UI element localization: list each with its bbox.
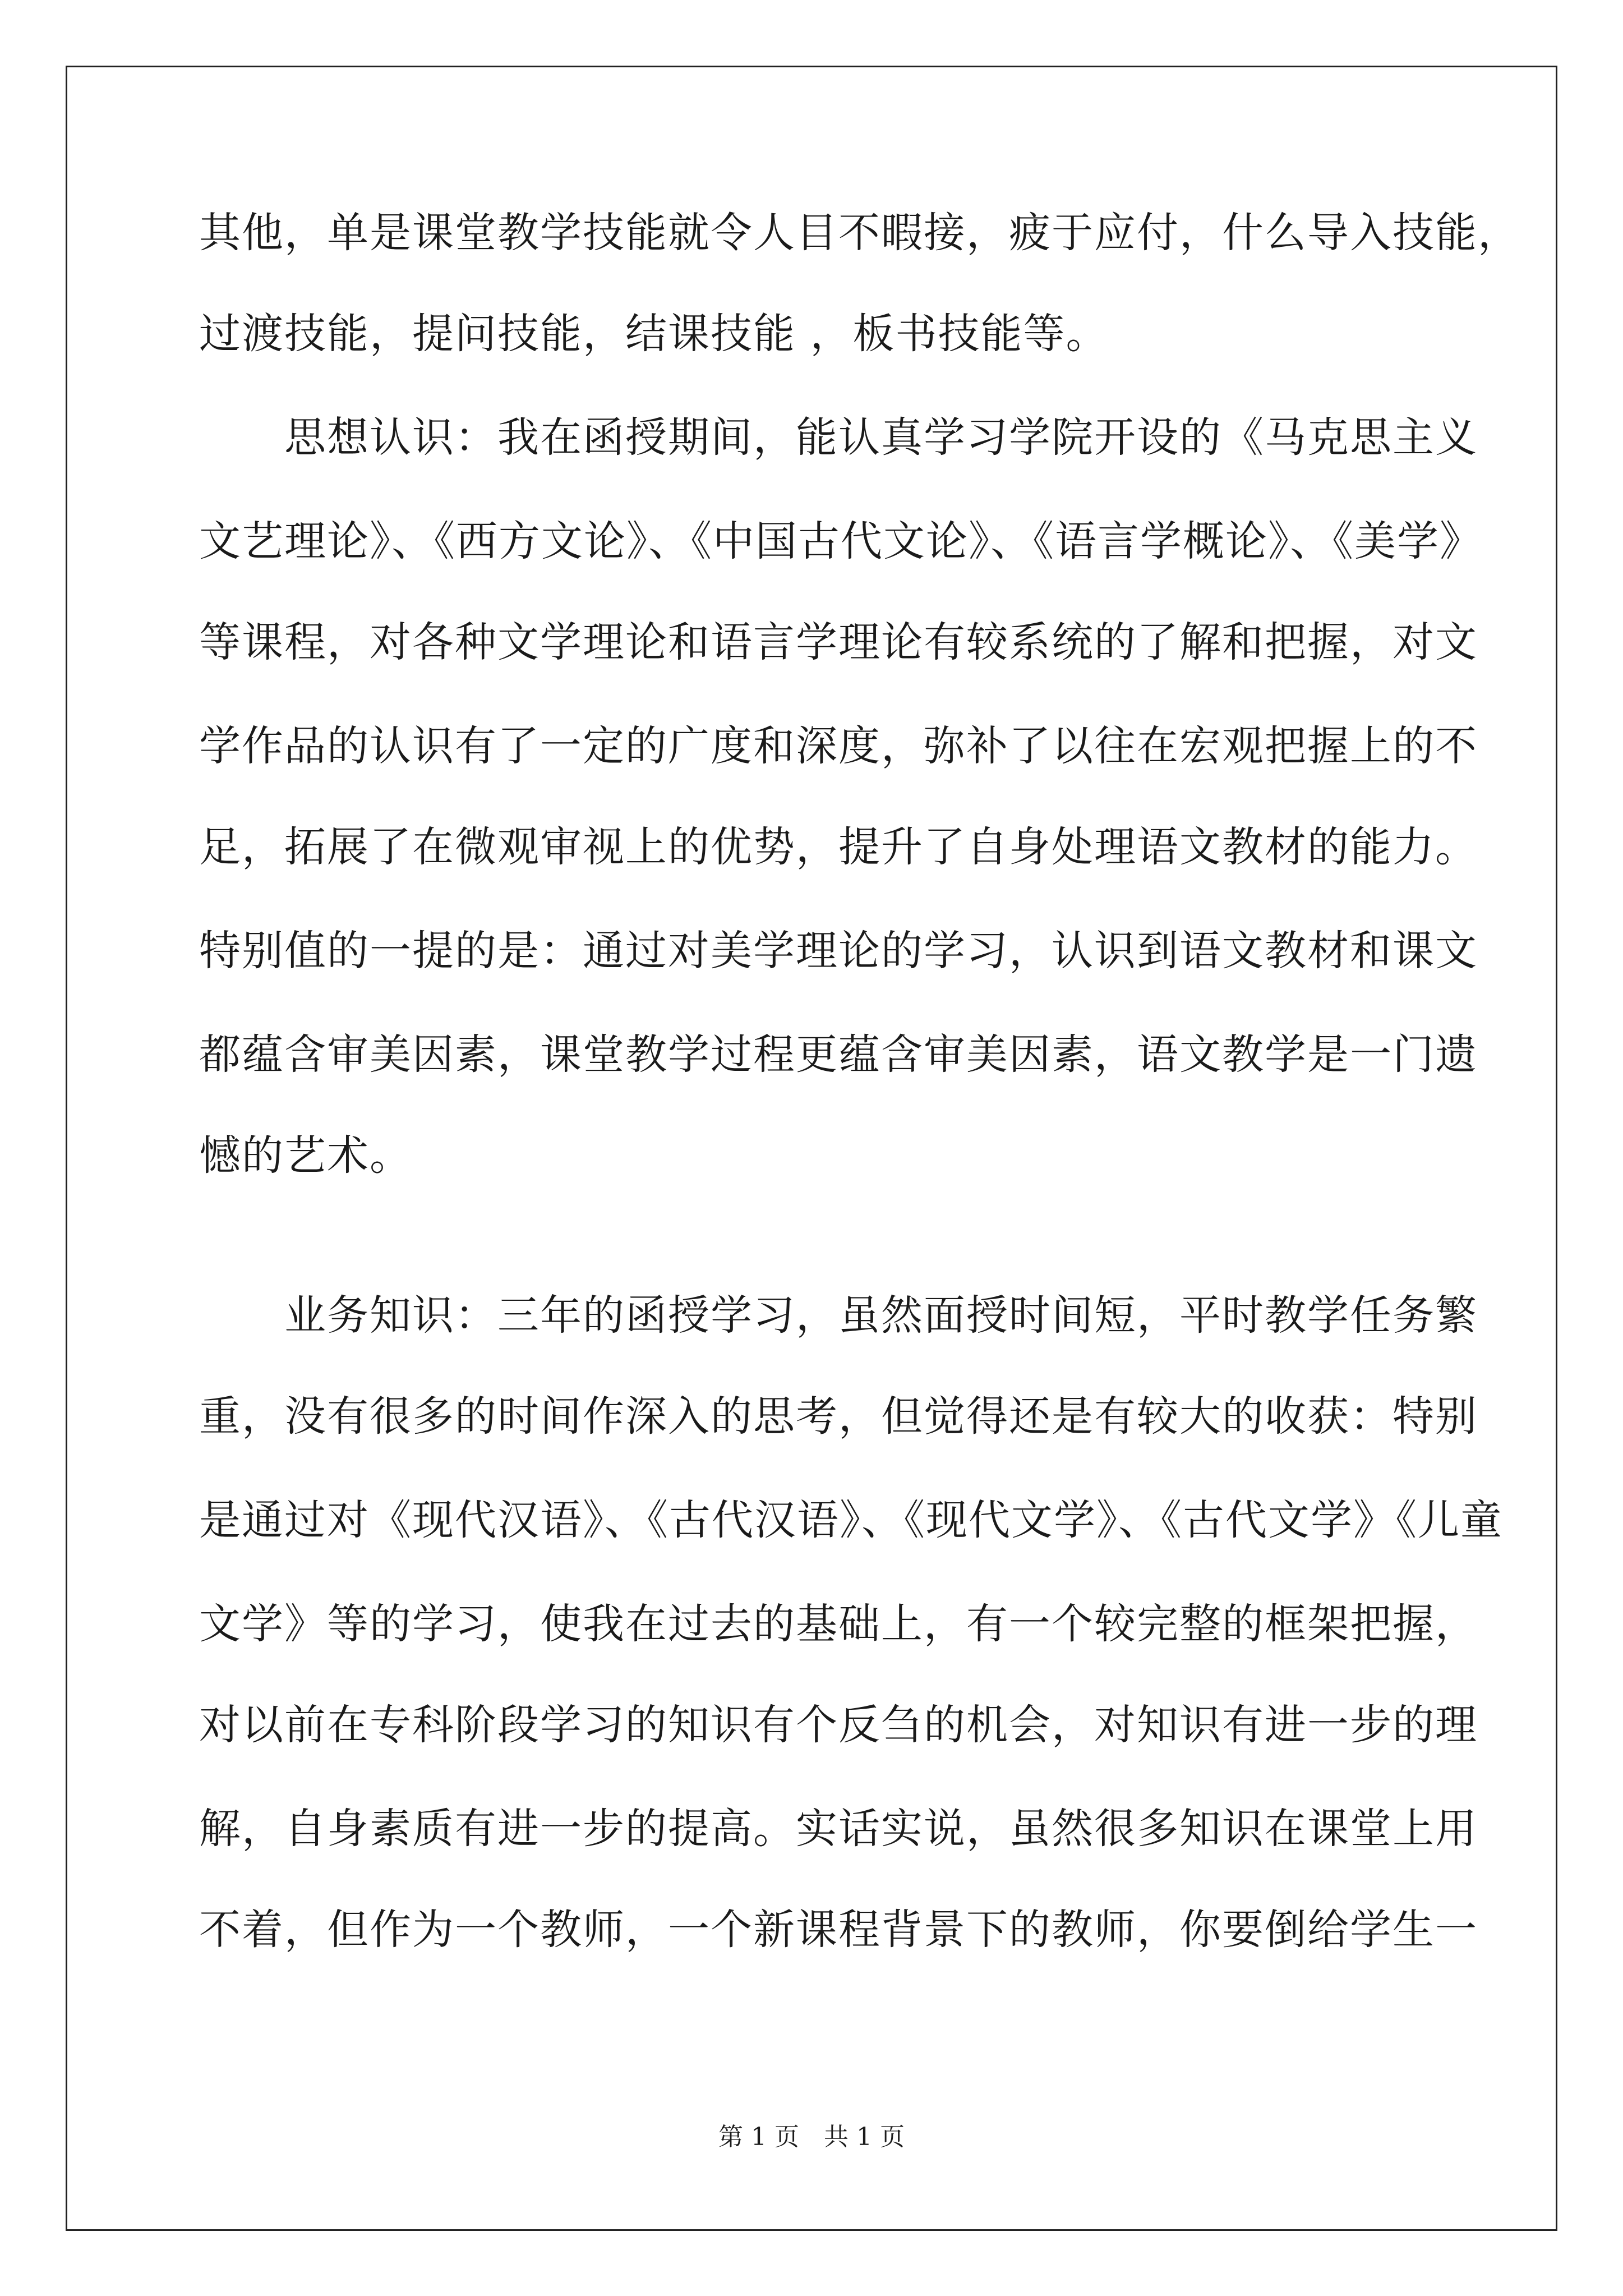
body-line-6: 学作品的认识有了一定的广度和深度，弥补了以往在宏观把握上的不 bbox=[199, 722, 1478, 770]
body-line-3: 思想认识：我在函授期间，能认真学习学院开设的《马克思主义 bbox=[199, 413, 1478, 462]
body-line-17: 不着，但作为一个教师，一个新课程背景下的教师，你要倒给学生一 bbox=[199, 1906, 1478, 1954]
body-line-4: 文艺理论》、《西方文论》、《中国古代文论》、《语言学概论》、《美学》 bbox=[199, 517, 1482, 565]
body-line-12: 重，没有很多的时间作深入的思考，但觉得还是有较大的收获：特别 bbox=[199, 1392, 1478, 1441]
body-line-2: 过渡技能，提问技能，结课技能 ，板书技能等。 bbox=[199, 310, 1109, 358]
body-line-11: 业务知识：三年的函授学习，虽然面授时间短，平时教学任务繁 bbox=[199, 1291, 1478, 1340]
body-line-13: 是通过对《现代汉语》、《古代汉语》、《现代文学》、《古代文学》《儿童 bbox=[199, 1496, 1503, 1544]
body-line-10: 憾的艺术。 bbox=[199, 1131, 412, 1180]
body-line-5: 等课程，对各种文学理论和语言学理论有较系统的了解和把握，对文 bbox=[199, 618, 1478, 666]
body-line-9: 都蕴含审美因素，课堂教学过程更蕴含审美因素，语文教学是一门遗 bbox=[199, 1030, 1478, 1079]
body-line-15: 对以前在专科阶段学习的知识有个反刍的机会，对知识有进一步的理 bbox=[199, 1701, 1478, 1749]
body-line-8: 特别值的一提的是：通过对美学理论的学习，认识到语文教材和课文 bbox=[199, 927, 1478, 975]
body-line-16: 解，自身素质有进一步的提高。实话实说，虽然很多知识在课堂上用 bbox=[199, 1805, 1478, 1853]
body-line-7: 足，拓展了在微观审视上的优势，提升了自身处理语文教材的能力。 bbox=[199, 823, 1478, 871]
body-line-1: 其他，单是课堂教学技能就令人目不暇接，疲于应付，什么导入技能， bbox=[199, 209, 1520, 257]
page-number-footer: 第 1 页 共 1 页 bbox=[718, 2123, 905, 2151]
body-line-14: 文学》等的学习，使我在过去的基础上，有一个较完整的框架把握， bbox=[199, 1600, 1478, 1648]
